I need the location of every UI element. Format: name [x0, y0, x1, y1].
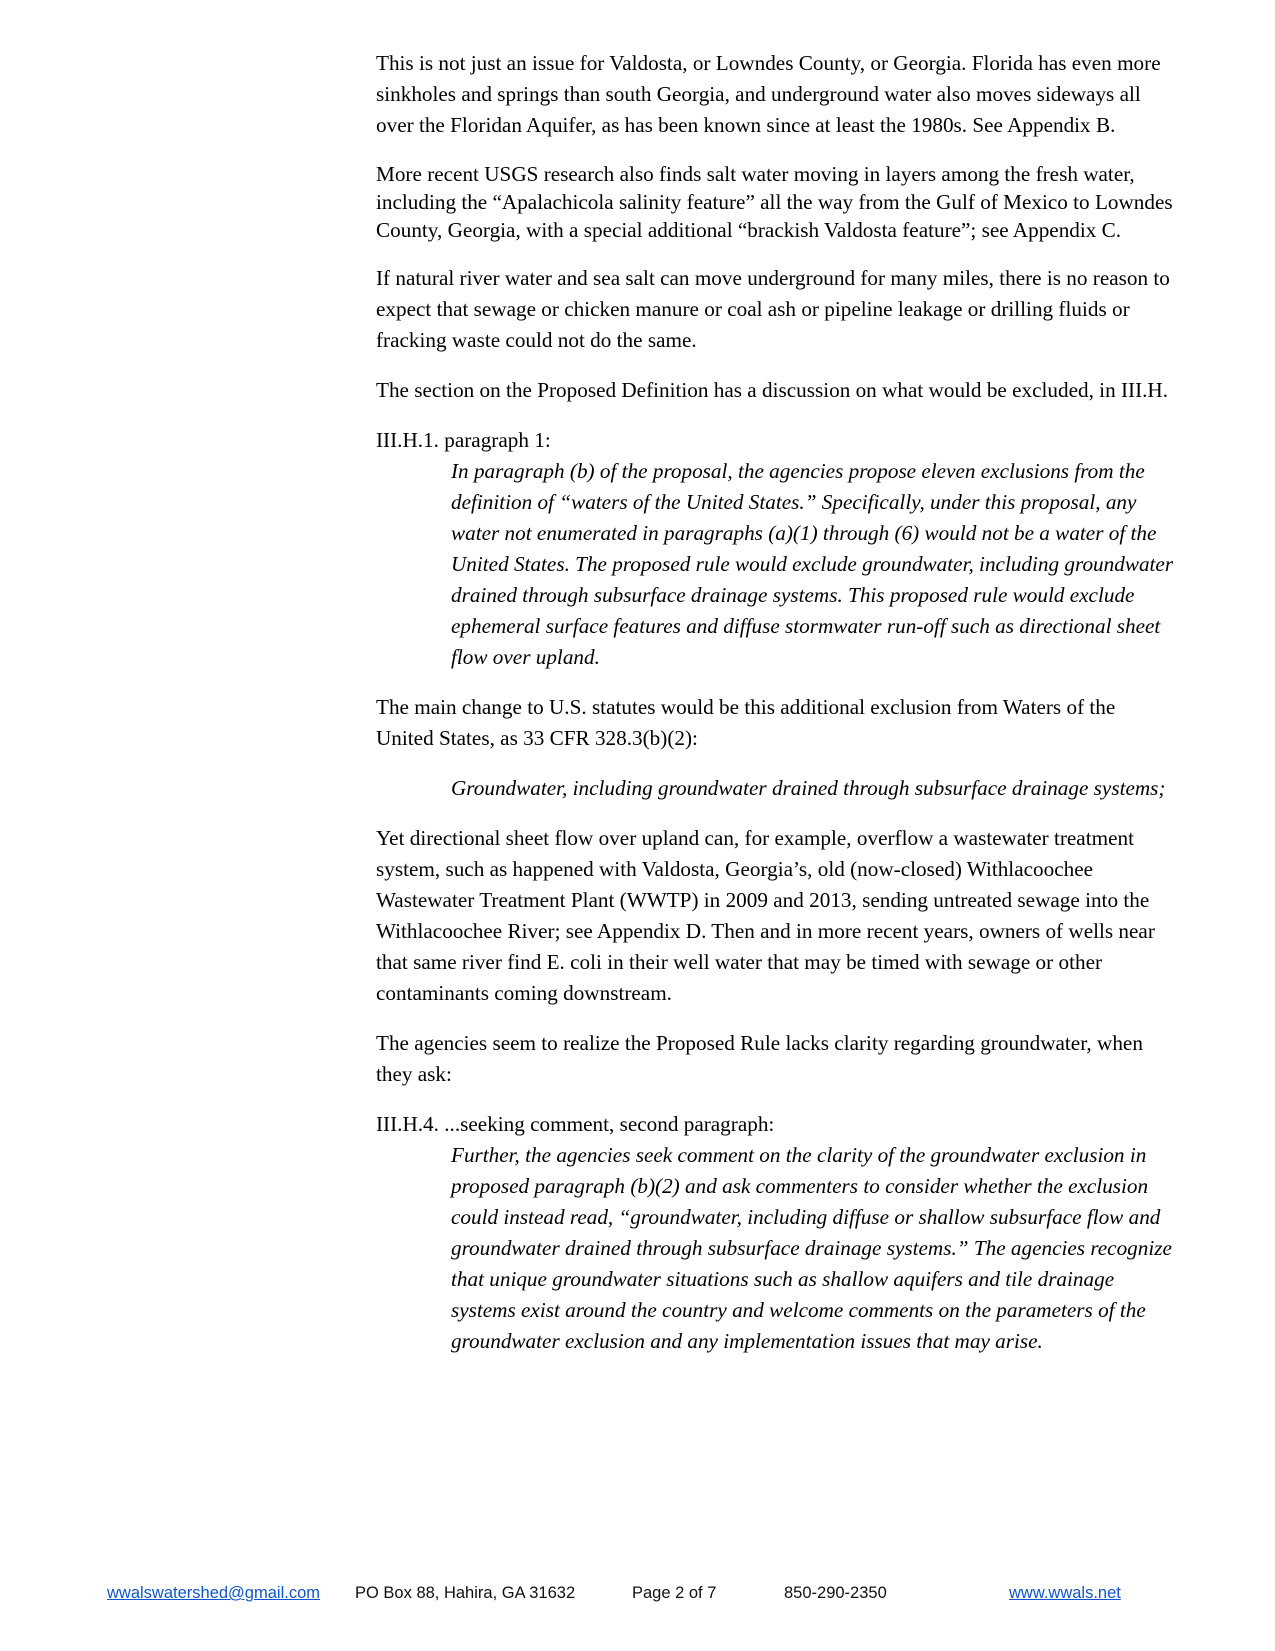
document-body: [376, 48, 1176, 1376]
page-footer: [0, 1584, 1275, 1608]
footer-phone: 850-290-2350: [784, 1584, 887, 1602]
paragraph-sheet-flow: Yet directional sheet flow over upland can, for example, overflow a wastewater treatment system, such as happened with Valdosta, Georgia’s, old (now-closed) Withlacoochee Wastewater Treatment Plant (WWTP) in 2009 and 2013, sending untreated sewage into the Withlacoochee River; see Appendix D. Then and in more recent years, owners of wells near that same river find E. coli in their well water that may be timed with sewage or other contaminants coming downstream.: [376, 826, 1155, 1005]
section-label-iii-h-1: III.H.1. paragraph 1:: [376, 428, 551, 452]
section-label-iii-h-4: III.H.4. ...seeking comment, second paragraph:: [376, 1112, 775, 1136]
paragraph-contaminants: If natural river water and sea salt can move underground for many miles, there is no reason to expect that sewage or chicken manure or coal ash or pipeline leakage or drilling fluids or fracking waste could not do the same.: [376, 266, 1170, 352]
paragraph-usgs-salinity: More recent USGS research also finds salt water moving in layers among the fresh water, including the “Apalachicola salinity feature” all the way from the Gulf of Mexico to Lowndes County, Georgia, with a special additional “brackish Valdosta feature”; see Appendix C.: [376, 162, 1173, 242]
quote-seeking-comment: Further, the agencies seek comment on the clarity of the groundwater exclusion in proposed paragraph (b)(2) and ask commenters to consider whether the exclusion could instead read, “groundwater, including diffuse or shallow subsurface flow and groundwater drained through subsurface drainage systems.” The agencies recognize that unique groundwater situations such as shallow aquifers and tile drainage systems exist around the country and welcome comments on the parameters of the groundwater exclusion and any implementation issues that may arise.: [451, 1143, 1172, 1353]
footer-page-number: Page 2 of 7: [632, 1584, 717, 1602]
footer-address: PO Box 88, Hahira, GA 31632: [355, 1584, 576, 1602]
footer-website-link[interactable]: www.wwals.net: [1009, 1584, 1121, 1602]
paragraph-main-change: The main change to U.S. statutes would be this additional exclusion from Waters of the United States, as 33 CFR 328.3(b)(2):: [376, 695, 1116, 750]
paragraph-clarity: The agencies seem to realize the Proposed Rule lacks clarity regarding groundwater, when they ask:: [376, 1031, 1143, 1086]
quote-groundwater-exclusion: Groundwater, including groundwater drained through subsurface drainage systems;: [451, 776, 1166, 800]
paragraph-proposed-definition: The section on the Proposed Definition has a discussion on what would be excluded, in III.H.: [376, 378, 1169, 402]
quote-exclusions: In paragraph (b) of the proposal, the agencies propose eleven exclusions from the definition of “waters of the United States.” Specifically, under this proposal, any water not enumerated in paragraphs (a)(1) through (6) would not be a water of the United States. The proposed rule would exclude groundwater, including groundwater drained through subsurface drainage systems. This proposed rule would exclude ephemeral surface features and diffuse stormwater run-off such as directional sheet flow over upland.: [451, 459, 1174, 669]
paragraph-floridan-aquifer: This is not just an issue for Valdosta, or Lowndes County, or Georgia. Florida has even more sinkholes and springs than south Georgia, and underground water also moves sideways all over the Floridan Aquifer, as has been known since at least the 1980s. See Appendix B.: [376, 51, 1161, 137]
footer-email-link[interactable]: wwalswatershed@gmail.com: [107, 1584, 320, 1602]
